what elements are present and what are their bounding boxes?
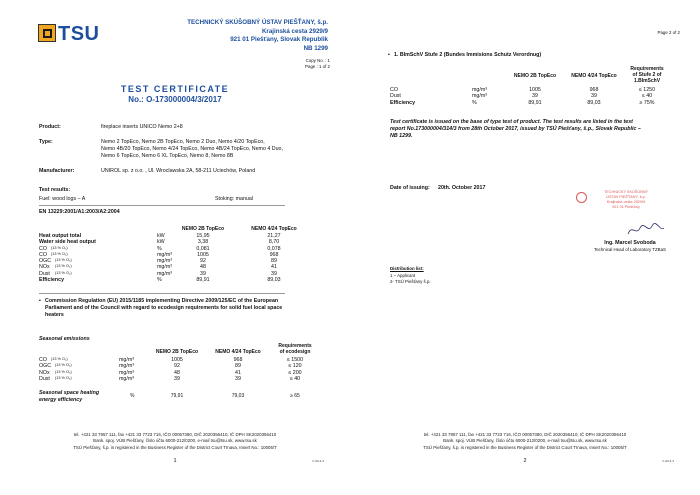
seasonal-efficiency-label: Seasonal space heating energy efficiency: [39, 390, 100, 403]
statement-text: Test certificate is issued on the base of type test of product. The test results are listed in the test report No.173000004/314/3 from 28th October 2017, issued by TSÚ Piešťany, š.p., Slovak Republic – NB 1299.: [390, 119, 641, 139]
efficiency-requirement: ≥ 65: [290, 393, 300, 399]
form-code: F-60-4-3: [662, 459, 674, 463]
date-label: Date of issuing:: [390, 185, 430, 191]
table-row: Dust (13 % O₂) mg/m³ 39 39: [39, 270, 277, 277]
table-row: CO mg/m³ 1005 968 ≤ 1250: [390, 87, 656, 93]
requirements-header: Requirements of Stufe 2 of 1.BImSchV: [630, 66, 664, 84]
manufacturer-label: Manufacturer:: [39, 168, 75, 174]
table-row: NOx (13 % O₂) mg/m³ 48 41: [39, 264, 277, 271]
date-value: 20th. October 2017: [438, 185, 486, 191]
regulation-text: Commission Regulation (EU) 2015/1185 implementing Directive 2009/125/EC of the European Parliament and of the Council with regard to ecodesign requirements for solid fuel local space heaters: [45, 298, 283, 318]
signer-name: Ing. Marcel Svoboda: [604, 240, 656, 246]
table-row: Efficiency % 89,91 89,03 ≥ 75%: [390, 99, 655, 106]
stamp-emblem-icon: [576, 192, 587, 203]
page-label: Page : 1 of 2: [305, 64, 330, 69]
page-label: Page 2 of 2: [657, 30, 680, 35]
product-label: Product:: [39, 124, 61, 130]
certificate-page-2: [350, 0, 700, 495]
efficiency-value: 79,03: [231, 393, 245, 399]
table-row: CO (13 % O₂) mg/m³ 1005 968: [39, 251, 279, 258]
seasonal-emissions-label: Seasonal emissions: [39, 336, 90, 342]
table-row: Dust mg/m³ 39 39 ≤ 40: [390, 93, 653, 100]
distribution-label: Distribution list:: [390, 266, 424, 271]
test-results-label: Test results:: [39, 187, 71, 193]
table-row: OGC (13 % O₂) mg/m³ 92 89 ≤ 120: [39, 363, 302, 370]
manufacturer-value: UNIROL sp. z o.o. , Ul. Wroclawska 2A, 58-211 Uciechów, Poland: [101, 168, 256, 174]
column-header: NEMO 4/24 TopEco: [215, 349, 261, 355]
signature-icon: [626, 222, 666, 238]
signer-title: Technical Head of Laboratory TZBaS: [594, 247, 666, 252]
table-row: CO (13 % O₂) % 0,081 0,078: [39, 245, 281, 252]
bullet-icon: ▪: [388, 52, 390, 58]
distribution-item: 2- TSÚ Piešťany š.p.: [390, 279, 431, 284]
org-line: TECHNICKÝ SKÚŠOBNÝ ÚSTAV PIEŠŤANY, š.p.: [187, 19, 328, 26]
logo-text: TSU: [58, 23, 100, 45]
type-value: Nemo 2 TopEco, Nemo 2B TopEco, Nemo 2 Duo, Nemo 4/20 TopEco, Nemo 4B/20 TopEco, Nemo 4/24 TopEco, Nemo 4B/24 TopEco, Nemo 4 Duo, Nemo 6 TopEco, Nemo 6 XL TopEco, Nemo 8, Nemo 8B: [101, 139, 283, 159]
copy-number: Copy No. : 1: [305, 58, 330, 63]
divider: [39, 293, 285, 294]
efficiency-unit: %: [130, 393, 135, 399]
bimschv-heading: 1. BImSchV Stufe 2 (Bundes Immisions Schutz Verordnug): [394, 52, 542, 58]
column-header: NEMO 2B TopEco: [513, 73, 557, 79]
bimschv-table: [390, 87, 675, 106]
efficiency-value: 79,91: [170, 393, 184, 399]
footer: tel. +421 33 7957 111, fax +421 33 7723 716, IČO 00057380, DIČ 2020356410, IČ DPH SK2020356410 Bank. spoj. VÚB Piešťany, číslo účtu 6000-212/0200, e-mail tsu@tsu.sk, www.tsu.sk TSÚ Piešťany, š.p. is registered in the Business Register of the District Court Trnava, Insert No.: 10005/T: [423, 432, 627, 450]
org-line: 921 01 Piešťany, Slovak Republik: [230, 36, 328, 43]
page-title: TEST CERTIFICATE: [120, 84, 230, 94]
column-header: NEMO 2B TopEco: [155, 349, 199, 355]
distribution-item: 1 – Applicant: [390, 273, 416, 278]
test-results-table: [39, 233, 309, 283]
table-row: NOx (13 % O₂) mg/m³ 48 41 ≤ 200: [39, 369, 302, 376]
official-stamp: TECHNICKÝ SKÚŠOBNÝ ÚSTAV PIEŠŤANY, š.p. Krajinská cesta 2929/9 921 01 Piešťany: [576, 190, 664, 222]
org-line: NB 1299: [303, 44, 328, 52]
product-value: fireplace inserts UNICO Nemo 2+8: [101, 124, 183, 130]
table-row: OGC (13 % O₂) mg/m³ 92 89: [39, 258, 277, 265]
table-row: Heat output total kW 15,95 21,27: [39, 233, 281, 239]
fuel-label: Fuel: wood logs – A: [39, 196, 86, 202]
tsu-logo-icon: [38, 24, 56, 42]
standard-label: EN 13229:2001/A1:2003/A2:2004: [39, 209, 120, 215]
organization-address: [187, 19, 328, 53]
table-row: Dust (13 % O₂) mg/m³ 39 39 ≤ 40: [39, 375, 301, 382]
bullet-icon: ▪: [39, 298, 41, 304]
table-row: CO (13 % O₂) mg/m³ 1005 968 ≤ 1500: [39, 357, 304, 363]
column-header: NEMO 4/24 TopEco: [571, 73, 617, 79]
table-row: Efficiency % 89,91 89,03: [39, 277, 281, 284]
org-line: Krajinská cesta 2929/9: [261, 27, 328, 35]
divider: [39, 205, 285, 206]
requirements-header: Requirements of ecodesign: [278, 343, 312, 355]
certificate-number: No.: O-173000004/3/2017: [128, 95, 222, 104]
column-header: NEMO 2B TopEco: [181, 226, 225, 232]
stoking-label: Stoking: manual: [215, 196, 253, 202]
page-number: 2: [523, 458, 527, 464]
column-header: NEMO 4/24 TopEco: [251, 226, 297, 232]
table-row: Water side heat output kW 3,38 8,70: [39, 239, 280, 246]
page-number: 1: [173, 458, 177, 464]
form-code: F-60-4-3: [312, 459, 324, 463]
type-label: Type:: [39, 139, 53, 145]
footer: tel. +421 33 7957 111, fax +421 33 7723 716, IČO 00057380, DIČ 2020356410, IČ DPH SK2020356410 Bank. spoj. VÚB Piešťany, číslo účtu 6000-212/0200, e-mail tsu@tsu.sk, www.tsu.sk TSÚ Piešťany, š.p. is registered in the Business Register of the District Court Trnava, Insert No.: 10005/T: [73, 432, 277, 450]
seasonal-table: [39, 357, 324, 382]
